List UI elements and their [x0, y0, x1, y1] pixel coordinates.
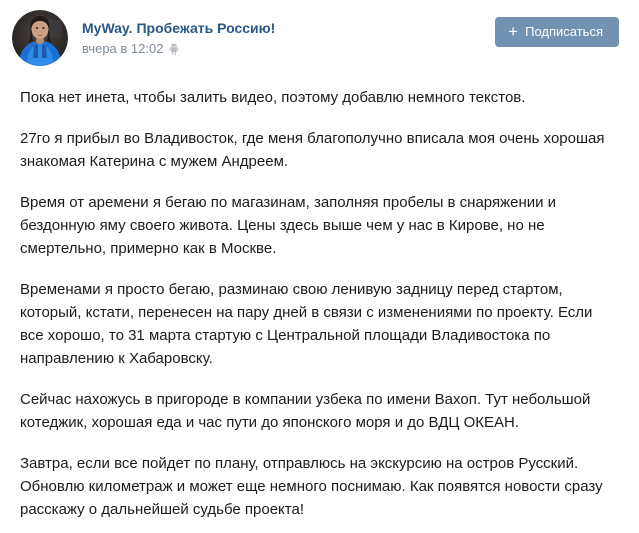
author-avatar[interactable] — [12, 10, 68, 66]
post-paragraph: Время от аремени я бегаю по магазинам, заполняя пробелы в снаряжении и бездонную яму своего живота. Цены здесь выше чем у нас в Кирове, но не смертельно, примерно как в Москве. — [20, 194, 557, 257]
post-paragraph: Временами я просто бегаю, разминаю свою ленивую задницу перед стартом, который, кстати, перенесен на пару дней в связи с изменениями по проекту. Если все хорошо, то 31 марта стартую с Центральной площади Владивостока по направлению к Хабаровску. — [20, 281, 593, 367]
post-paragraph: Сейчас нахожусь в пригороде в компании узбека по имени Вахоп. Тут небольшой котеджик, хорошая еда и час пути до японского моря и до ВДЦ ОКЕАН. — [20, 391, 591, 431]
post-body-text — [12, 86, 619, 521]
post-meta — [82, 41, 495, 57]
post-header — [12, 10, 619, 66]
header-info — [82, 10, 495, 57]
avatar-image — [12, 10, 68, 66]
post-paragraph: Завтра, если все пойдет по плану, отправлюсь на экскурсию на остров Русский. Обновлю километраж и может еще немного поснимаю. Как появятся новости сразу расскажу о дальнейшей судьбе проекта! — [20, 455, 603, 518]
subscribe-button-label: Подписаться — [525, 24, 603, 39]
post-timestamp-link[interactable]: вчера в 12:02 — [82, 41, 164, 56]
subscribe-button[interactable] — [495, 17, 619, 47]
android-icon — [168, 43, 180, 56]
post-paragraph: Пока нет инета, чтобы залить видео, поэтому добавлю немного текстов. — [20, 89, 526, 106]
author-name-link[interactable]: MyWay. Пробежать Россию! — [82, 20, 276, 36]
plus-icon: + — [508, 21, 519, 41]
post-paragraph: 27го я прибыл во Владивосток, где меня благополучно вписала моя очень хорошая знакомая Катерина с мужем Андреем. — [20, 130, 605, 170]
